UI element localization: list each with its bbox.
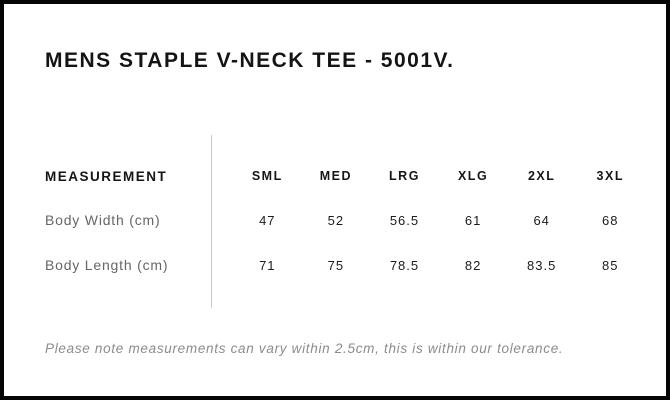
tolerance-note: Please note measurements can vary within 2.5cm, this is within our tolerance.: [45, 341, 564, 356]
page-title: MENS STAPLE V-NECK TEE - 5001V.: [45, 49, 455, 72]
column-header-sml: SML: [251, 169, 283, 183]
body-width-lrg: 56.5: [389, 212, 420, 228]
body-width-med: 52: [327, 212, 345, 228]
column-header-2xl: 2XL: [527, 169, 556, 183]
column-header-measurement: MEASUREMENT: [45, 168, 168, 184]
size-chart-header-row: [45, 156, 645, 196]
body-width-sml: 47: [259, 212, 276, 228]
row-label-body-length: Body Length (cm): [45, 257, 169, 273]
body-width-xlg: 61: [464, 212, 482, 228]
body-length-3xl: 85: [602, 257, 619, 273]
column-header-3xl: 3XL: [596, 169, 624, 183]
body-length-lrg: 78.5: [389, 257, 420, 273]
body-width-2xl: 64: [533, 212, 550, 228]
column-header-med: MED: [319, 169, 353, 183]
size-chart-table: [45, 156, 645, 286]
body-length-xlg: 82: [464, 257, 482, 273]
column-header-xlg: XLG: [457, 169, 489, 183]
column-header-lrg: LRG: [389, 169, 420, 183]
body-length-2xl: 83.5: [527, 257, 557, 273]
row-label-body-width: Body Width (cm): [45, 212, 161, 228]
body-length-med: 75: [327, 257, 345, 273]
body-length-sml: 71: [259, 257, 276, 273]
body-width-3xl: 68: [602, 212, 619, 228]
table-row-body-length: [45, 244, 645, 286]
table-row-body-width: [45, 196, 645, 244]
